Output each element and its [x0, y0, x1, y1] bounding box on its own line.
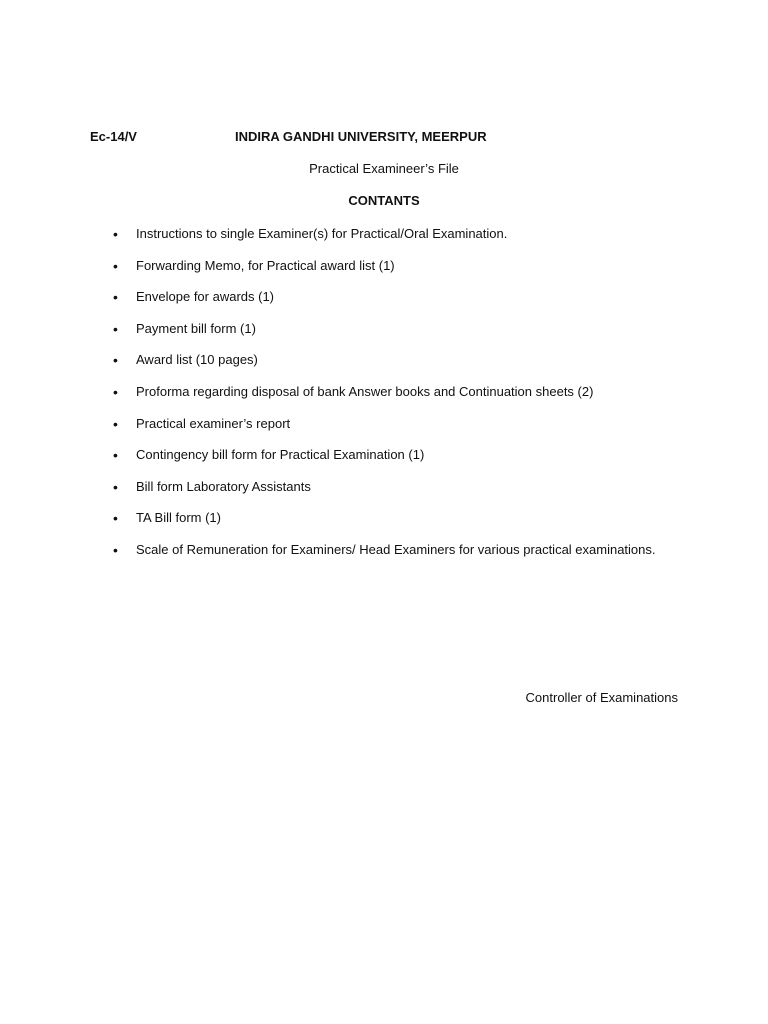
list-item: • Proforma regarding disposal of bank Answer books and Continuation sheets (2)	[136, 382, 678, 402]
list-item: • Practical examiner’s report	[136, 414, 678, 434]
list-item: • Payment bill form (1)	[136, 319, 678, 339]
contents-heading: CONTANTS	[348, 193, 420, 208]
list-item: • Scale of Remuneration for Examiners/ Head Examiners for various practical examinations.	[136, 540, 678, 560]
list-item: • Bill form Laboratory Assistants	[136, 477, 678, 497]
signatory-title: Controller of Examinations	[525, 690, 678, 705]
list-item: • Envelope for awards (1)	[136, 287, 678, 307]
contents-list	[136, 224, 678, 572]
document-subtitle: Practical Examineer’s File	[309, 161, 459, 176]
list-item: • Contingency bill form for Practical Examination (1)	[136, 445, 678, 465]
header-row	[90, 129, 690, 147]
form-code: Ec-14/V	[90, 129, 137, 144]
list-item: • Award list (10 pages)	[136, 350, 678, 370]
list-item: • Forwarding Memo, for Practical award list (1)	[136, 256, 678, 276]
university-name: INDIRA GANDHI UNIVERSITY, MEERPUR	[235, 129, 487, 144]
list-item: • Instructions to single Examiner(s) for Practical/Oral Examination.	[136, 224, 678, 244]
list-item: • TA Bill form (1)	[136, 508, 678, 528]
